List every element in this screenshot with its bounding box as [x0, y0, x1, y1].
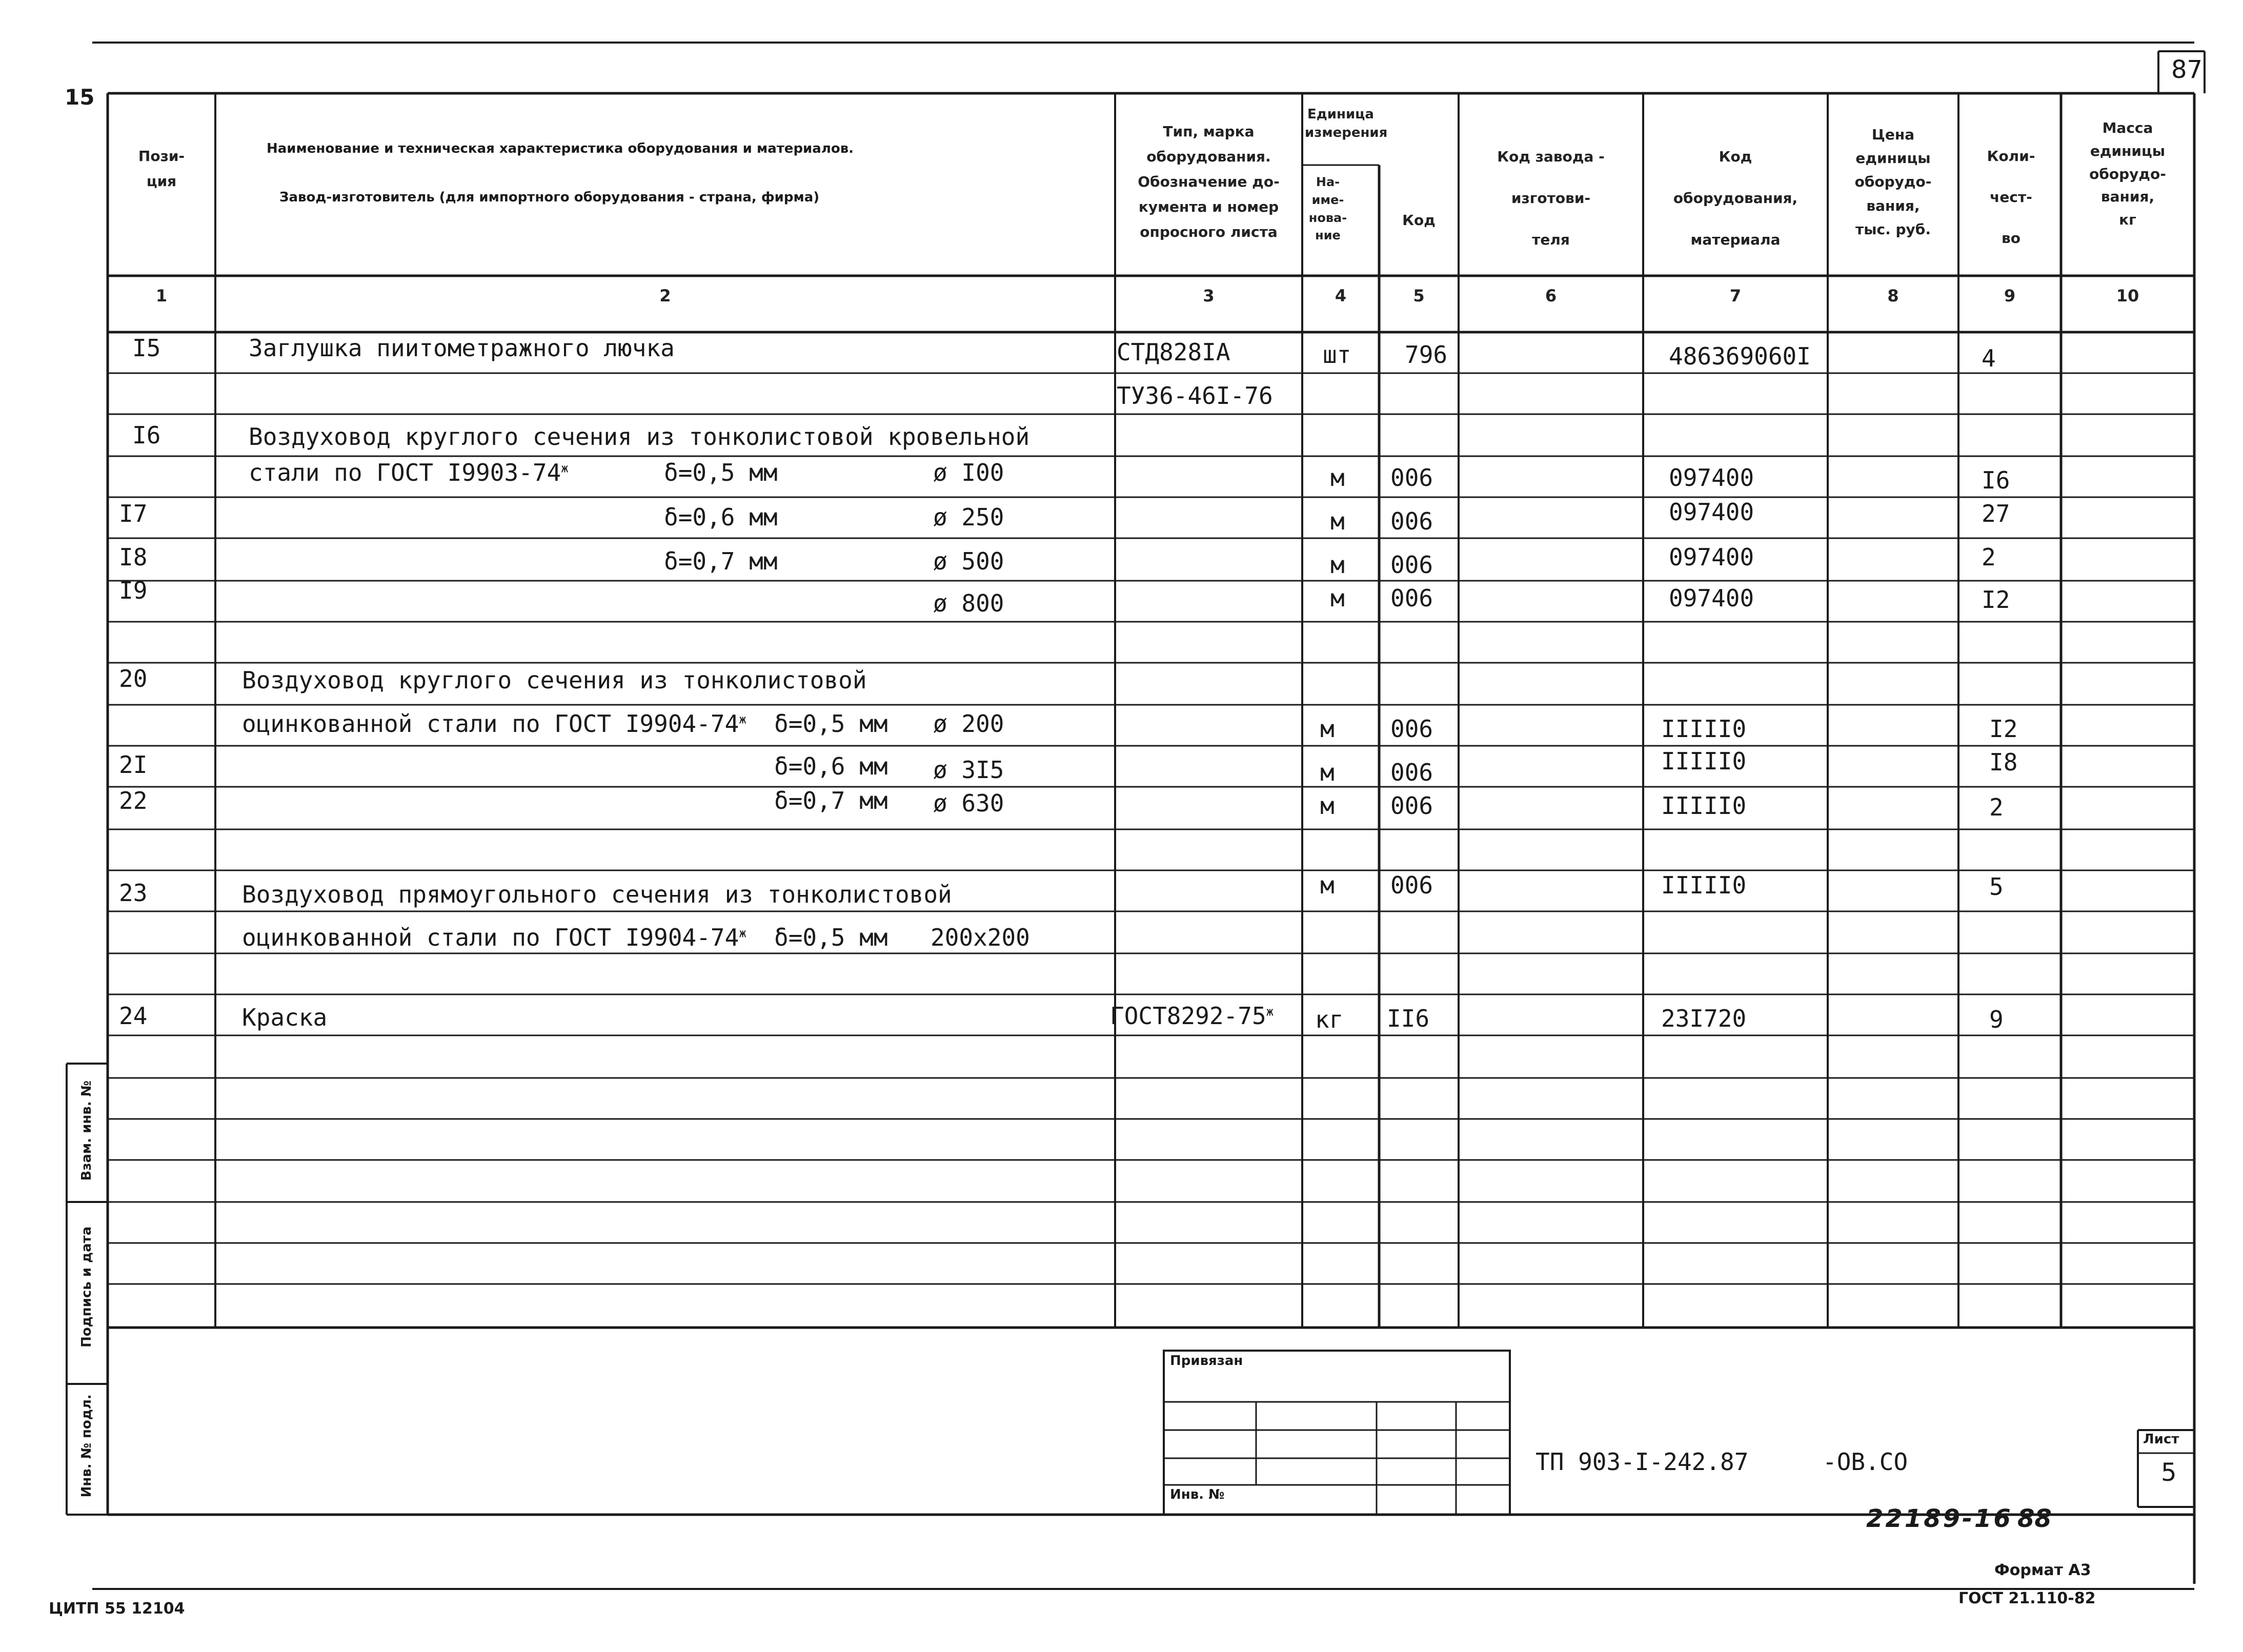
table-row-code: 006 [1390, 507, 1433, 535]
table-row-material-code: 097400 [1669, 464, 1754, 492]
table-row-unit: м [1320, 715, 1335, 743]
header-name-line1: Наименование и техническая характеристика оборудования и материалов. [267, 141, 854, 156]
table-row-pos: 20 [119, 665, 148, 692]
table-row-code: 006 [1390, 792, 1433, 820]
table-row-pos: I5 [132, 334, 161, 362]
header-position: Пози- ция [138, 148, 185, 190]
table-row-type [1110, 1002, 1274, 1030]
table-row-name-text: оцинкованной стали по ГОСТ I9904-74 [242, 924, 739, 951]
table-row-unit: м [1330, 464, 1345, 492]
table-row-diameter: ø 200 [933, 710, 1004, 738]
table-row-pos: 23 [119, 879, 148, 907]
archive-page: 88 [2017, 1504, 2052, 1533]
table-row-thickness: δ=0,6 мм [664, 503, 778, 531]
header-unit-code: Код [1402, 212, 1436, 229]
table-row-qty: 2 [1989, 793, 2004, 821]
table-row-material-code: IIIII0 [1661, 715, 1747, 743]
table-row-unit: м [1320, 792, 1335, 820]
table-row-name: Воздуховод круглого сечения из тонколистовой [242, 666, 867, 694]
table-row-thickness: δ=0,7 мм [774, 787, 888, 814]
table-row-qty: I6 [1982, 466, 2010, 494]
table-row-diameter: ø 800 [933, 589, 1004, 617]
table-row-unit: м [1330, 507, 1345, 535]
table-row-code: 006 [1390, 715, 1433, 743]
table-row-material-code: 486369060I [1669, 342, 1811, 370]
table-row-code: II6 [1387, 1005, 1430, 1032]
table-row-diameter: ø 250 [933, 503, 1004, 531]
table-row-code: 006 [1390, 584, 1433, 612]
table-row-qty: I8 [1989, 748, 2018, 776]
table-row-diameter: ø 500 [933, 547, 1004, 575]
table-row-unit: м [1330, 584, 1345, 612]
table-row-material-code: IIIII0 [1661, 871, 1747, 899]
table-row-material-code: 097400 [1669, 543, 1754, 571]
header-name-line2: Завод-изготовитель (для импортного оборудования - страна, фирма) [279, 190, 820, 205]
table-row-type: СТД828IА [1117, 338, 1230, 366]
sheet-number: 5 [2161, 1458, 2177, 1487]
table-row-qty: 4 [1982, 344, 1996, 372]
table-row-name-text: оцинкованной стали по ГОСТ I9904-74 [242, 710, 739, 738]
colnum-5: 5 [1413, 286, 1425, 305]
header-mass: Масса единицы оборудо- вания, кг [2089, 119, 2166, 229]
revision-mark: ж [739, 712, 746, 727]
header-quantity: Коли- чест- во [1987, 148, 2035, 247]
table-row-pos: I7 [119, 500, 148, 527]
table-row-qty: I2 [1982, 586, 2010, 614]
table-row-qty: 5 [1989, 873, 2004, 901]
table-row-diameter: ø I00 [933, 459, 1004, 486]
table-row-name: Краска [242, 1004, 328, 1031]
table-row-unit: м [1330, 551, 1345, 579]
table-row-unit: м [1320, 871, 1335, 899]
table-row-material-code: 23I720 [1661, 1005, 1747, 1032]
table-row-name-text: стали по ГОСТ I9903-74 [249, 459, 561, 486]
side-label-vzam: Взам. инв. № [79, 1080, 95, 1181]
table-row-qty: 27 [1982, 500, 2010, 527]
table-row-thickness: δ=0,5 мм [774, 710, 888, 738]
side-label-inv: Инв. № подл. [79, 1394, 95, 1498]
header-factory-code: Код завода - изготови- теля [1497, 148, 1605, 249]
table-row-qty: 9 [1989, 1006, 2004, 1033]
table-row-material-code: IIIII0 [1661, 792, 1747, 820]
table-row-type-text: ГОСТ8292-75 [1110, 1002, 1266, 1030]
corner-mark: 15 [65, 85, 95, 110]
table-row-diameter: 200x200 [931, 924, 1030, 951]
colnum-10: 10 [2116, 286, 2139, 305]
colnum-3: 3 [1203, 286, 1215, 305]
table-row-pos: 22 [119, 787, 148, 814]
colnum-9: 9 [2004, 286, 2016, 305]
table-row-code: 006 [1390, 464, 1433, 492]
table-row-type: ТУ36-46I-76 [1117, 382, 1273, 410]
colnum-7: 7 [1729, 286, 1742, 305]
table-row-name: Воздуховод круглого сечения из тонколистовой кровельной [249, 423, 1030, 451]
header-unit-name: На- име- нова- ние [1308, 175, 1347, 243]
table-row-thickness: δ=0,6 мм [774, 752, 888, 780]
header-type: Тип, марка оборудования. Обозначение до- кумента и номер опросного листа [1138, 123, 1280, 240]
table-row-code: 006 [1390, 871, 1433, 899]
revision-mark: ж [561, 461, 569, 476]
table-row-name [249, 459, 569, 486]
table-row-diameter: ø 630 [933, 789, 1004, 817]
table-row-name: Воздуховод прямоугольного сечения из тонколистовой [242, 881, 952, 908]
archive-number: 22189-16 [1866, 1504, 2013, 1533]
table-row-thickness: δ=0,7 мм [664, 547, 778, 575]
table-row-material-code: 097400 [1669, 584, 1754, 612]
table-row-pos: I8 [119, 543, 148, 571]
revision-mark: ж [1266, 1004, 1274, 1019]
table-row-code: 006 [1390, 551, 1433, 579]
table-row-unit: шт [1323, 341, 1351, 369]
table-row-diameter: ø 3I5 [933, 756, 1004, 784]
table-row-material-code: IIIII0 [1661, 747, 1747, 775]
table-row-qty: I2 [1989, 715, 2018, 743]
header-price: Цена единицы оборудо- вания, тыс. руб. [1854, 126, 1932, 238]
table-row-name [242, 710, 746, 738]
table-row-unit: кг [1315, 1006, 1344, 1033]
table-row-name: Заглушка пиитометражного лючка [249, 334, 675, 362]
revision-mark: ж [739, 926, 746, 941]
table-row-pos: I6 [132, 421, 161, 449]
format-label: Формат А3 [1994, 1561, 2091, 1579]
document-suffix: -ОВ.СО [1823, 1448, 1908, 1476]
standard-label: ГОСТ 21.110-82 [1958, 1589, 2096, 1607]
table-row-thickness: δ=0,5 мм [774, 924, 888, 951]
printer-mark: ЦИТП 55 12104 [49, 1600, 185, 1618]
document-code: ТП 903-I-242.87 [1535, 1448, 1749, 1476]
colnum-2: 2 [659, 286, 671, 305]
table-row-pos: 2I [119, 751, 148, 779]
page-number: 87 [2171, 55, 2203, 84]
privyazan-label: Привязан [1170, 1353, 1243, 1369]
header-unit-group: Единица измерения [1305, 107, 1388, 141]
colnum-4: 4 [1335, 286, 1347, 305]
table-row-code: 006 [1390, 759, 1433, 786]
table-row-pos: 24 [119, 1002, 148, 1030]
table-row-unit: м [1320, 759, 1335, 786]
inv-no-label: Инв. № [1170, 1487, 1225, 1502]
colnum-6: 6 [1545, 286, 1557, 305]
colnum-1: 1 [155, 286, 168, 305]
colnum-8: 8 [1887, 286, 1899, 305]
sheet-label: Лист [2143, 1432, 2179, 1447]
table-row-material-code: 097400 [1669, 498, 1754, 526]
table-row-name [242, 924, 746, 951]
table-row-code: 796 [1405, 341, 1448, 369]
table-row-thickness: δ=0,5 мм [664, 459, 778, 486]
side-label-podpis: Подпись и дата [79, 1226, 95, 1348]
table-row-pos: I9 [119, 577, 148, 604]
table-row-qty: 2 [1982, 543, 1996, 571]
header-material-code: Код оборудования, материала [1673, 148, 1798, 249]
